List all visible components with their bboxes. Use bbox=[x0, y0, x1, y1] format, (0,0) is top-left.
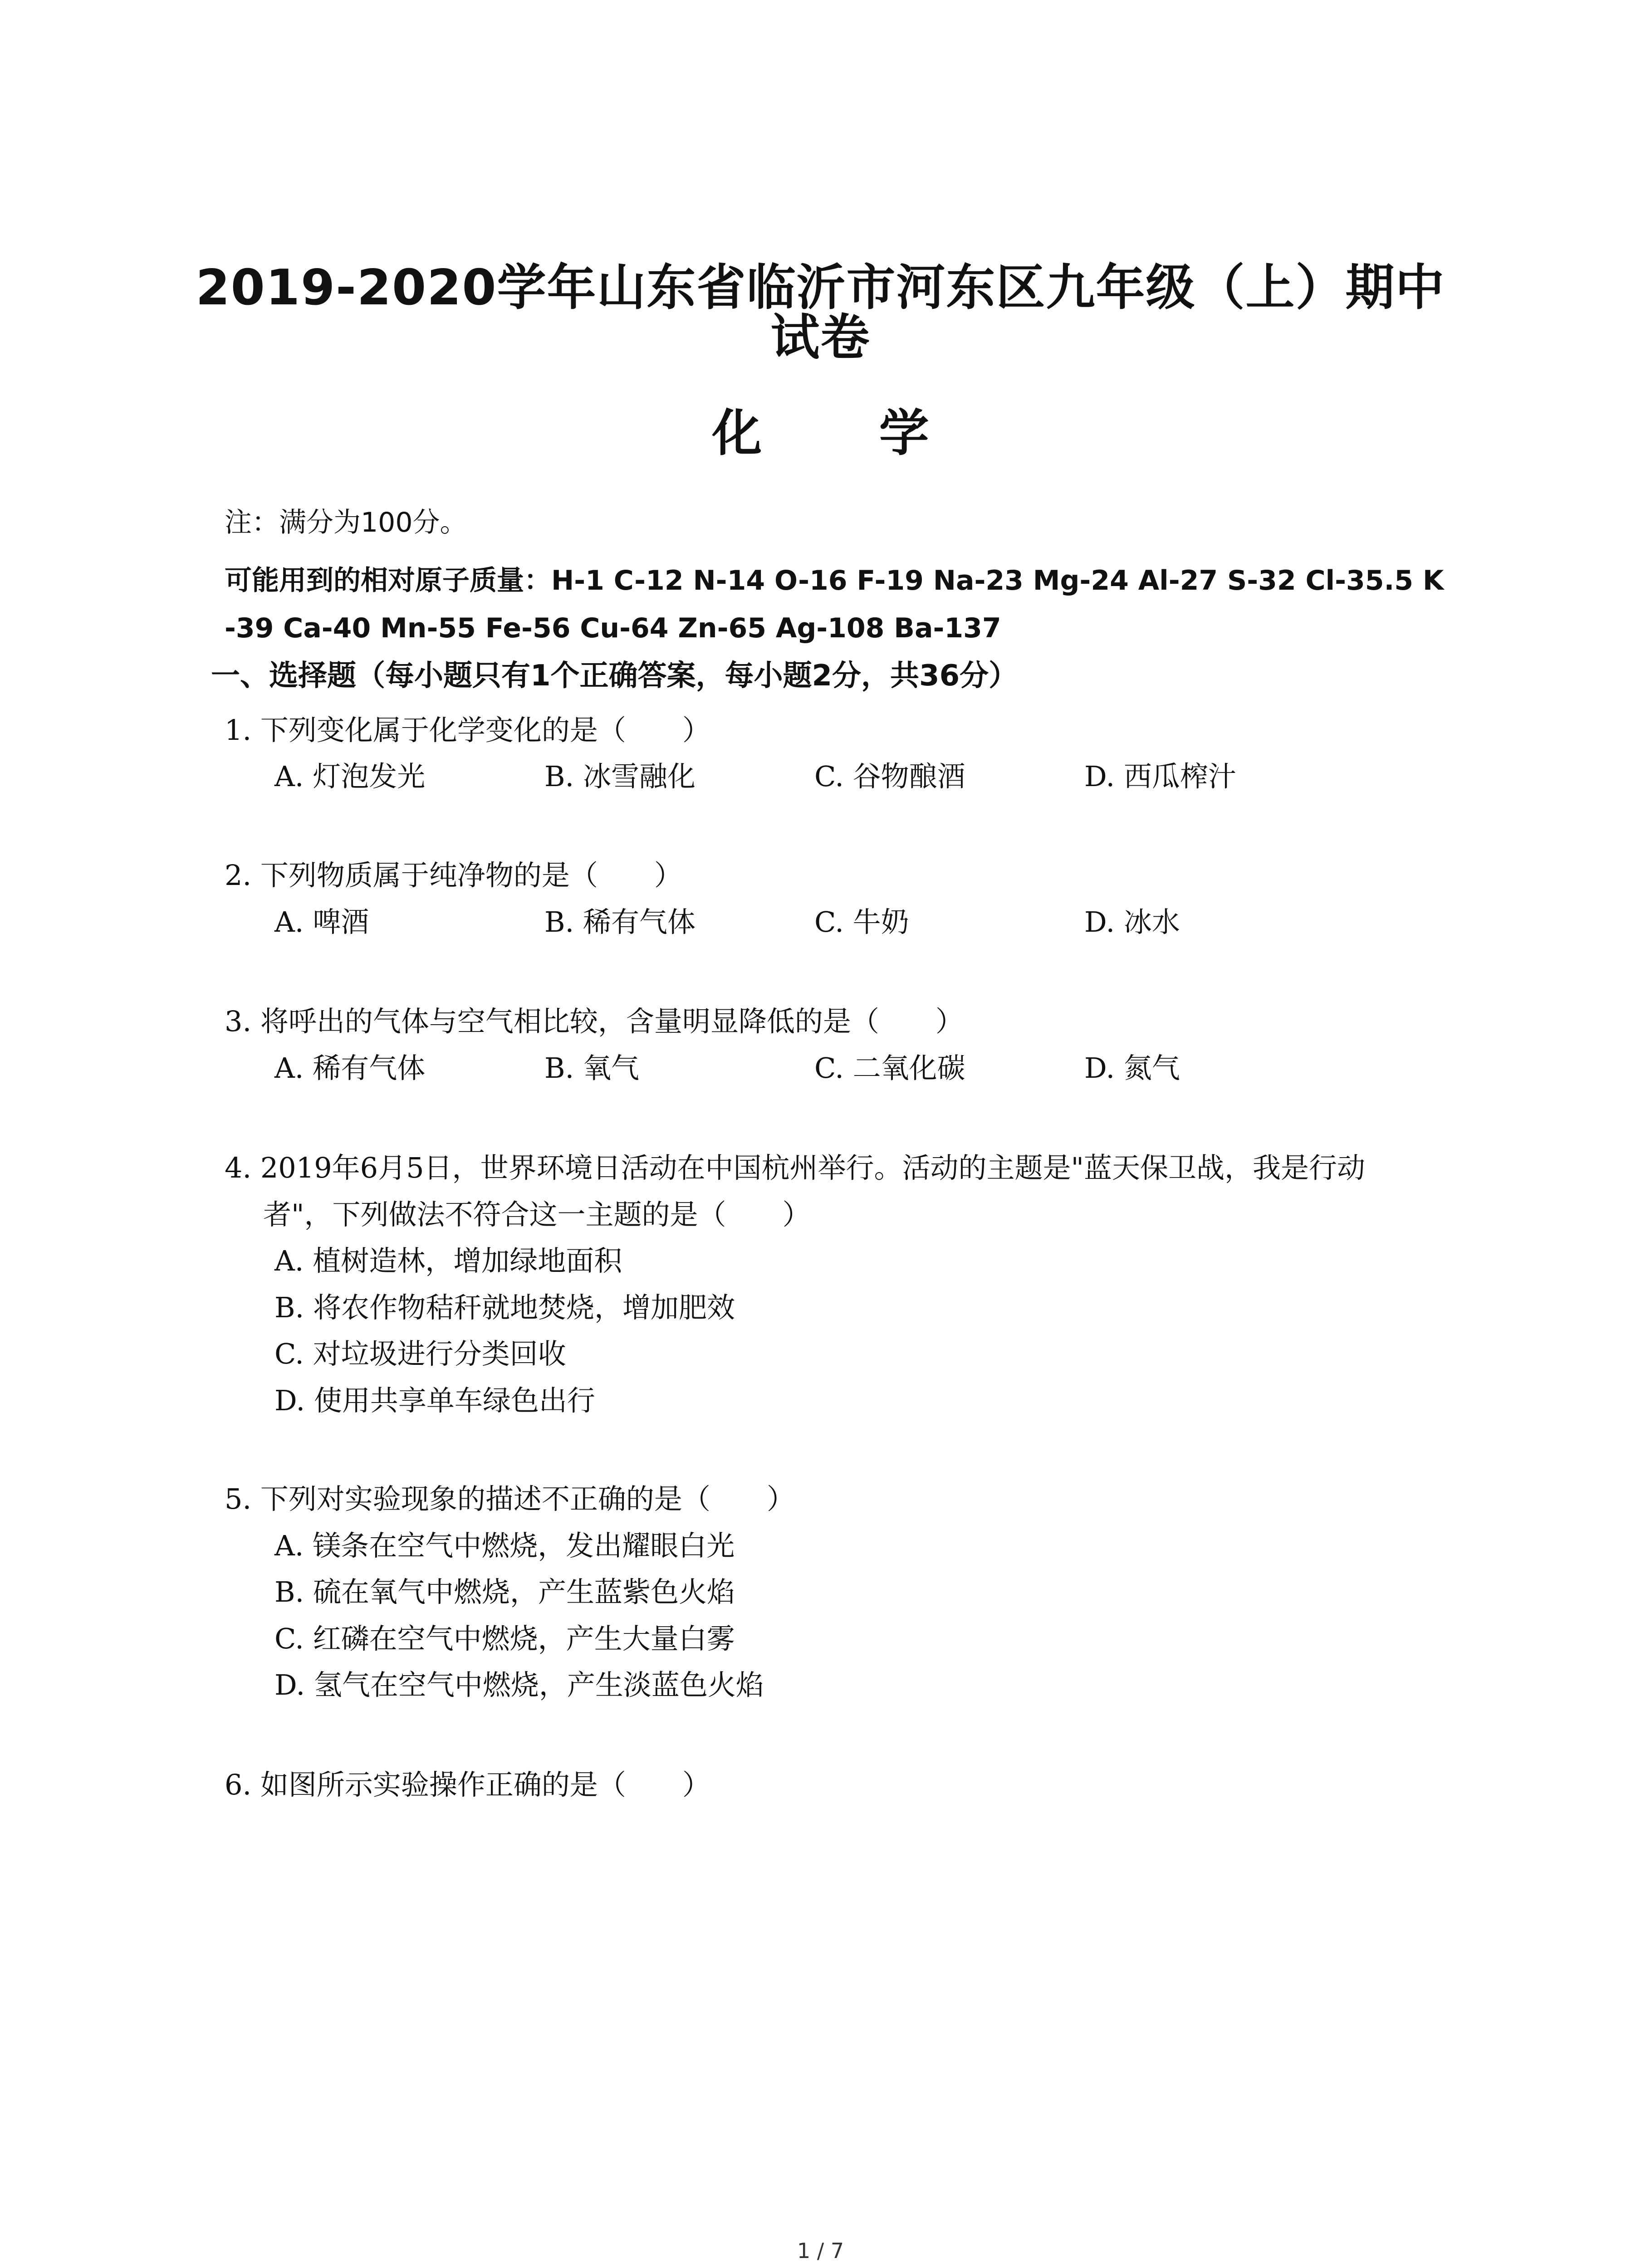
question-6-stem: 6. 如图所示实验操作正确的是（ ） bbox=[225, 1768, 710, 1801]
question-3-option-d: D. 氮气 bbox=[1084, 1051, 1180, 1085]
question-4-option-a: A. 植树造林，增加绿地面积 bbox=[274, 1244, 622, 1277]
section-heading: 一、选择题（每小题只有1个正确答案，每小题2分，共36分） bbox=[211, 659, 1018, 693]
question-1-stem: 1. 下列变化属于化学变化的是（ ） bbox=[225, 714, 710, 747]
question-3-option-c: C. 二氧化碳 bbox=[814, 1051, 965, 1085]
question-4-stem-line1: 4. 2019年6月5日，世界环境日活动在中国杭州举行。活动的主题是"蓝天保卫战，我是行动 bbox=[225, 1151, 1366, 1184]
question-2-option-d: D. 冰水 bbox=[1084, 905, 1180, 938]
question-1-option-b: B. 冰雪融化 bbox=[544, 760, 696, 793]
question-5-option-a: A. 镁条在空气中燃烧，发出耀眼白光 bbox=[274, 1529, 735, 1562]
question-3-option-b: B. 氧气 bbox=[544, 1051, 639, 1085]
atomic-mass-line1: 可能用到的相对原子质量：H-1 C-12 N-14 O-16 F-19 Na-23 Mg-24 Al-27 S-32 Cl-35.5 K bbox=[225, 565, 1444, 596]
exam-title-line1: 2019-2020学年山东省临沂市河东区九年级（上）期中 bbox=[196, 259, 1445, 316]
question-3-stem: 3. 将呼出的气体与空气相比较，含量明显降低的是（ ） bbox=[225, 1005, 964, 1038]
question-2-option-c: C. 牛奶 bbox=[814, 905, 909, 938]
question-2-option-a: A. 啤酒 bbox=[274, 905, 369, 938]
question-1-option-c: C. 谷物酿酒 bbox=[814, 760, 965, 793]
page-number: 1 / 7 bbox=[797, 2239, 844, 2263]
question-5-stem: 5. 下列对实验现象的描述不正确的是（ ） bbox=[225, 1482, 795, 1515]
question-5-option-c: C. 红磷在空气中燃烧，产生大量白雾 bbox=[274, 1622, 735, 1655]
question-1-option-d: D. 西瓜榨汁 bbox=[1084, 760, 1236, 793]
question-3-option-a: A. 稀有气体 bbox=[274, 1051, 426, 1085]
question-5-option-b: B. 硫在氧气中燃烧，产生蓝紫色火焰 bbox=[274, 1575, 735, 1608]
question-2-option-b: B. 稀有气体 bbox=[544, 905, 696, 938]
question-4-option-b: B. 将农作物秸秆就地焚烧，增加肥效 bbox=[274, 1291, 735, 1324]
atomic-mass-line2: -39 Ca-40 Mn-55 Fe-56 Cu-64 Zn-65 Ag-108 Ba-137 bbox=[225, 612, 1001, 644]
question-4-option-d: D. 使用共享单车绿色出行 bbox=[274, 1384, 595, 1417]
question-2-stem: 2. 下列物质属于纯净物的是（ ） bbox=[225, 859, 682, 892]
question-1-option-a: A. 灯泡发光 bbox=[274, 760, 426, 793]
question-4-option-c: C. 对垃圾进行分类回收 bbox=[274, 1337, 566, 1370]
question-5-option-d: D. 氢气在空气中燃烧，产生淡蓝色火焰 bbox=[274, 1668, 764, 1701]
exam-title-line2: 试卷 bbox=[770, 309, 871, 366]
subject-heading: 化 学 bbox=[712, 404, 979, 462]
question-4-stem-line2: 者"，下列做法不符合这一主题的是（ ） bbox=[263, 1198, 811, 1231]
score-note: 注：满分为100分。 bbox=[225, 507, 467, 538]
